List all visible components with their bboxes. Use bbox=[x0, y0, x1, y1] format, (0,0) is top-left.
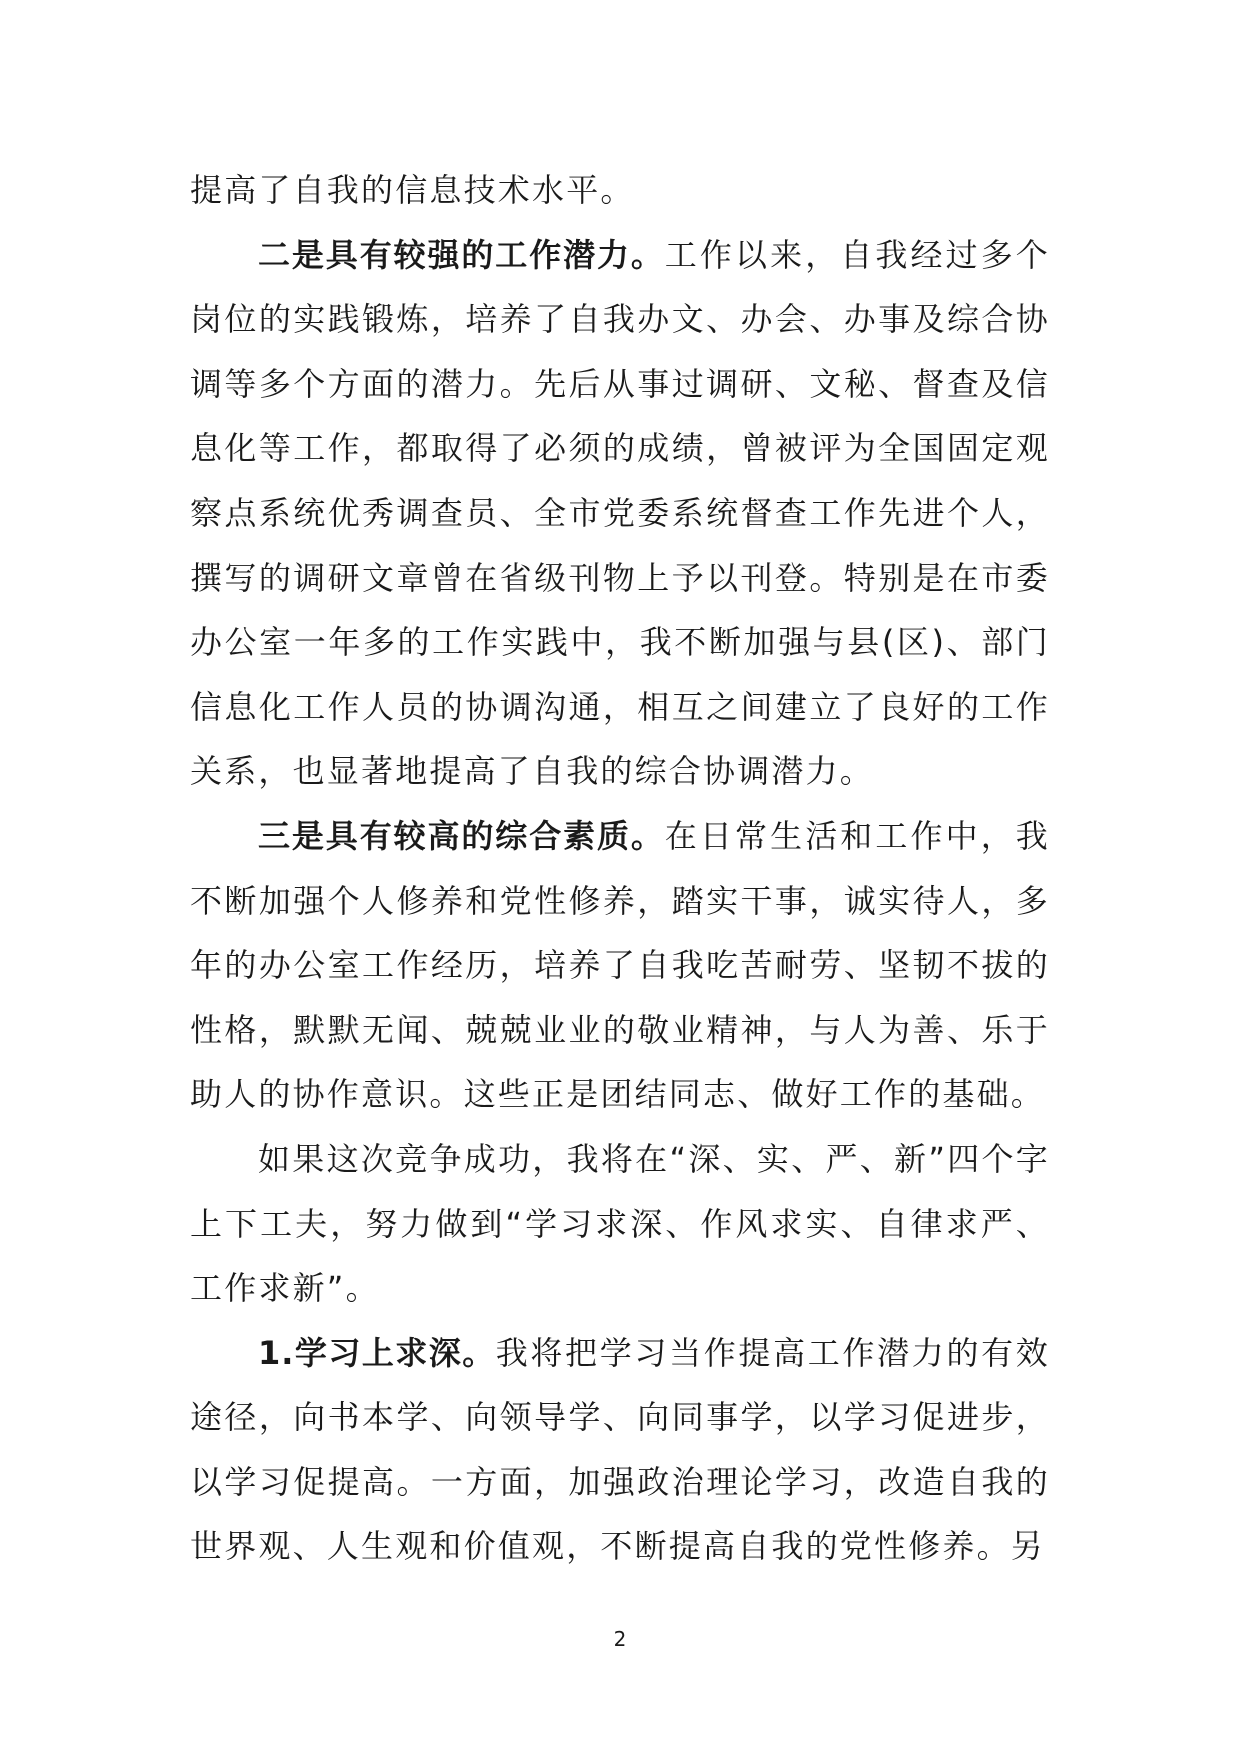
paragraph-text: 如果这次竞争成功，我将在“深、实、严、新”四个字上下工夫，努力做到“学习求深、作风求实、自律求严、工作求新”。 bbox=[190, 1139, 1050, 1308]
paragraph-heading: 三是具有较高的综合素质。 bbox=[258, 816, 665, 855]
paragraph-heading: 1.学习上求深。 bbox=[258, 1333, 496, 1372]
paragraph-heading: 二是具有较强的工作潜力。 bbox=[258, 235, 665, 274]
paragraph-work-ability bbox=[190, 223, 1050, 804]
document-body bbox=[190, 158, 1050, 1579]
paragraph-text: 提高了自我的信息技术水平。 bbox=[190, 171, 635, 209]
paragraph-text: 我将把学习当作提高工作潜力的有效途径，向书本学、向领导学、向同事学，以学习促进步，以学习促提高。一方面，加强政治理论学习，改造自我的世界观、人生观和价值观，不断提高自我的党性修养。另 bbox=[190, 1333, 1050, 1566]
paragraph-continuation bbox=[190, 158, 1050, 223]
paragraph-quality bbox=[190, 804, 1050, 1127]
paragraph-commitment bbox=[190, 1127, 1050, 1321]
paragraph-text: 在日常生活和工作中，我不断加强个人修养和党性修养，踏实干事，诚实待人，多年的办公室工作经历，培养了自我吃苦耐劳、坚韧不拔的性格，默默无闻、兢兢业业的敬业精神，与人为善、乐于助人的协作意识。这些正是团结同志、做好工作的基础。 bbox=[190, 816, 1050, 1114]
paragraph-study bbox=[190, 1321, 1050, 1579]
paragraph-text: 工作以来，自我经过多个岗位的实践锻炼，培养了自我办文、办会、办事及综合协调等多个方面的潜力。先后从事过调研、文秘、督查及信息化等工作，都取得了必须的成绩，曾被评为全国固定观察点系统优秀调查员、全市党委系统督查工作先进个人，撰写的调研文章曾在省级刊物上予以刊登。特别是在市委办公室一年多的工作实践中，我不断加强与县(区)、部门信息化工作人员的协调沟通，相互之间建立了良好的工作关系，也显著地提高了自我的综合协调潜力。 bbox=[190, 235, 1050, 791]
page-number: 2 bbox=[613, 1627, 627, 1651]
